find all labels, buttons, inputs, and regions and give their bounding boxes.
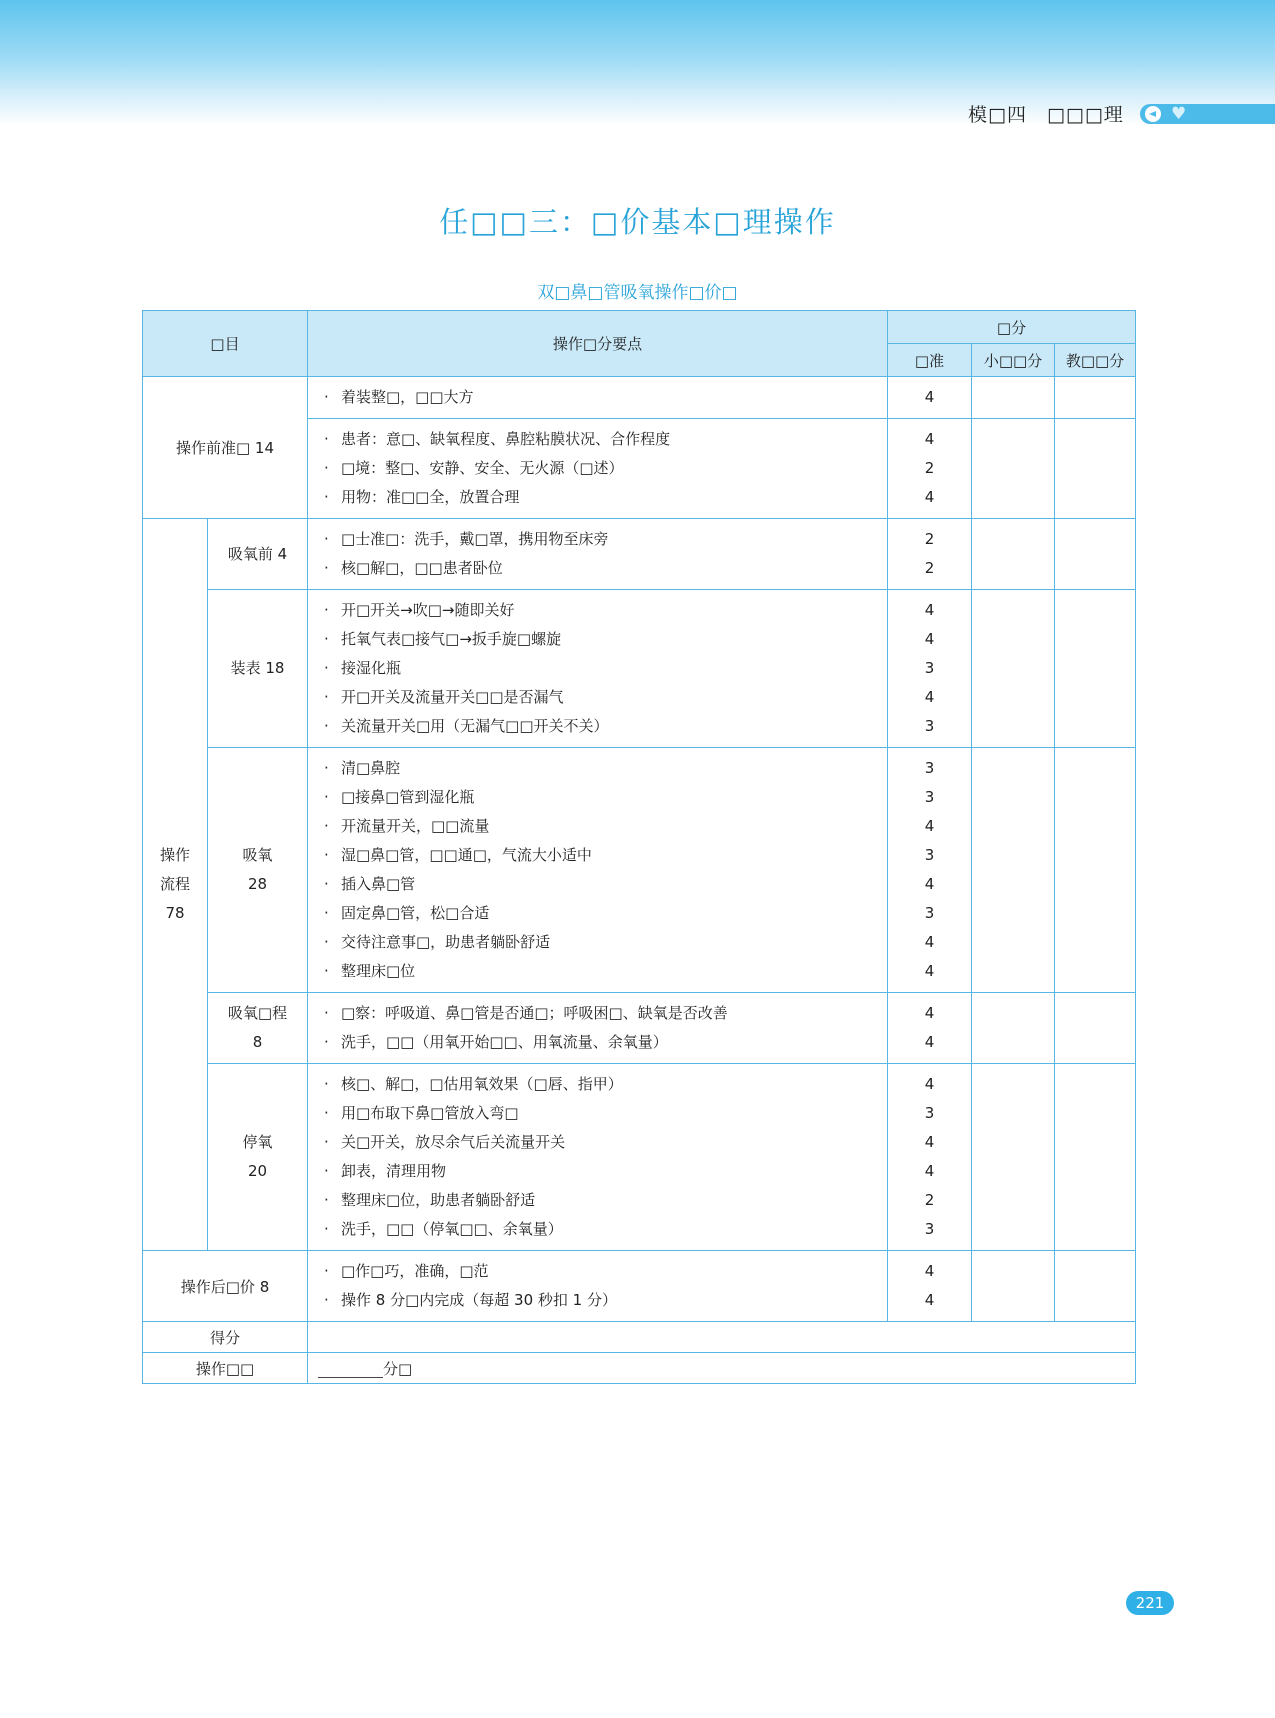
teacher-score-input[interactable] bbox=[1055, 590, 1136, 748]
criterion-item bbox=[324, 870, 887, 899]
criterion-item bbox=[324, 1028, 887, 1057]
standard-score: 2 bbox=[924, 1191, 935, 1209]
group-label-line: 流程 bbox=[159, 875, 190, 893]
duration-cell bbox=[308, 1353, 1136, 1384]
standard-score: 3 bbox=[924, 717, 935, 735]
heart-icon: ♥ bbox=[1171, 104, 1187, 124]
bullet: · bbox=[324, 875, 329, 893]
bullet: · bbox=[324, 846, 329, 864]
criterion-text: 固定鼻□管，松□合适 bbox=[341, 904, 490, 922]
teacher-score-input[interactable] bbox=[1055, 377, 1136, 419]
group-score-input[interactable] bbox=[972, 1251, 1055, 1322]
teacher-score-input[interactable] bbox=[1055, 519, 1136, 590]
standard-score: 3 bbox=[924, 788, 935, 806]
bullet: · bbox=[324, 559, 329, 577]
criterion-text: 接湿化瓶 bbox=[341, 659, 402, 677]
criterion-item bbox=[324, 554, 887, 583]
bullet: · bbox=[324, 1162, 329, 1180]
group-score-input[interactable] bbox=[972, 377, 1055, 419]
criterion-text: 湿□鼻□管，□□通□，气流大小适中 bbox=[341, 846, 592, 864]
criterion-text: 整理床□位 bbox=[341, 962, 416, 980]
section-label bbox=[208, 993, 308, 1064]
standard-score: 4 bbox=[924, 1291, 935, 1309]
section-label-line: 28 bbox=[247, 875, 268, 893]
bullet: · bbox=[324, 1104, 329, 1122]
criterion-item bbox=[324, 383, 887, 412]
bullet: · bbox=[324, 1075, 329, 1093]
header-points: 操作□分要点 bbox=[308, 311, 888, 377]
section-label-line: 吸氧□程 bbox=[227, 1004, 288, 1022]
header-teacher-score: 教□□分 bbox=[1055, 344, 1136, 377]
section-label-line: 8 bbox=[252, 1033, 263, 1051]
standard-score: 2 bbox=[924, 559, 935, 577]
section-label bbox=[208, 1064, 308, 1251]
standard-score-cell bbox=[888, 419, 972, 519]
criterion-text: 核□、解□，□估用氧效果（□唇、指甲） bbox=[341, 1075, 623, 1093]
criterion-item bbox=[324, 596, 887, 625]
table-row bbox=[143, 1251, 1136, 1322]
criterion-item bbox=[324, 1099, 887, 1128]
criterion-item bbox=[324, 425, 887, 454]
header-score-group: □分 bbox=[888, 311, 1136, 344]
standard-score: 4 bbox=[924, 1133, 935, 1151]
criterion-text: 洗手，□□（停氧□□、余氧量） bbox=[341, 1220, 563, 1238]
teacher-score-input[interactable] bbox=[1055, 1251, 1136, 1322]
page-title: 任□□三：□价基本□理操作 bbox=[439, 205, 836, 239]
criterion-item bbox=[324, 1070, 887, 1099]
standard-score: 4 bbox=[924, 875, 935, 893]
header-standard: □准 bbox=[888, 344, 972, 377]
teacher-score-input[interactable] bbox=[1055, 993, 1136, 1064]
criterion-item bbox=[324, 483, 887, 512]
duration-unit: 分□ bbox=[383, 1359, 413, 1378]
bullet: · bbox=[324, 1033, 329, 1051]
criterion-item bbox=[324, 683, 887, 712]
criterion-item bbox=[324, 654, 887, 683]
standard-score: 4 bbox=[924, 1075, 935, 1093]
group-score-input[interactable] bbox=[972, 748, 1055, 993]
standard-score: 4 bbox=[924, 1262, 935, 1280]
criterion-item bbox=[324, 928, 887, 957]
standard-score: 3 bbox=[924, 904, 935, 922]
criterion-text: 操作 8 分□内完成（每超 30 秒扣 1 分） bbox=[341, 1291, 617, 1309]
standard-score: 4 bbox=[924, 817, 935, 835]
criterion-text: 卸表，清理用物 bbox=[341, 1162, 447, 1180]
points-cell bbox=[308, 377, 888, 419]
criterion-text: □察：呼吸道、鼻□管是否通□；呼吸困□、缺氧是否改善 bbox=[341, 1004, 728, 1022]
duration-label: 操作□□ bbox=[143, 1353, 308, 1384]
criterion-text: 插入鼻□管 bbox=[341, 875, 416, 893]
criterion-item bbox=[324, 712, 887, 741]
group-label-line: 78 bbox=[165, 904, 185, 922]
criterion-item bbox=[324, 454, 887, 483]
criterion-text: 开□开关及流量开关□□是否漏气 bbox=[341, 688, 564, 706]
standard-score: 2 bbox=[924, 459, 935, 477]
header-group-score: 小□□分 bbox=[972, 344, 1055, 377]
bullet: · bbox=[324, 817, 329, 835]
points-cell bbox=[308, 519, 888, 590]
standard-score-cell bbox=[888, 590, 972, 748]
standard-score-cell bbox=[888, 1251, 972, 1322]
criterion-text: 用□布取下鼻□管放入弯□ bbox=[341, 1104, 519, 1122]
standard-score: 4 bbox=[924, 1162, 935, 1180]
criterion-text: 开流量开关，□□流量 bbox=[341, 817, 490, 835]
criterion-text: 交待注意事□，助患者躺卧舒适 bbox=[341, 933, 551, 951]
criterion-text: □接鼻□管到湿化瓶 bbox=[341, 788, 475, 806]
group-score-input[interactable] bbox=[972, 1064, 1055, 1251]
standard-score-cell bbox=[888, 377, 972, 419]
teacher-score-input[interactable] bbox=[1055, 748, 1136, 993]
bullet: · bbox=[324, 1004, 329, 1022]
table-caption: 双□鼻□管吸氧操作□价□ bbox=[537, 283, 738, 303]
criterion-text: 患者：意□、缺氧程度、鼻腔粘膜状况、合作程度 bbox=[341, 430, 671, 448]
criterion-text: 关流量开关□用（无漏气□□开关不关） bbox=[341, 717, 609, 735]
criterion-item bbox=[324, 754, 887, 783]
points-cell bbox=[308, 1064, 888, 1251]
bullet: · bbox=[324, 659, 329, 677]
standard-score: 3 bbox=[924, 759, 935, 777]
criterion-item bbox=[324, 1128, 887, 1157]
bullet: · bbox=[324, 530, 329, 548]
bullet: · bbox=[324, 488, 329, 506]
standard-score: 3 bbox=[924, 659, 935, 677]
section-label-line: 20 bbox=[247, 1162, 268, 1180]
criterion-item bbox=[324, 783, 887, 812]
section-label bbox=[208, 590, 308, 748]
group-label-line: 操作 bbox=[159, 846, 190, 864]
standard-score: 4 bbox=[924, 933, 935, 951]
bullet: · bbox=[324, 933, 329, 951]
table-row bbox=[143, 1064, 1136, 1251]
group-label: 操作后□价 8 bbox=[143, 1251, 308, 1322]
criterion-item bbox=[324, 1257, 887, 1286]
standard-score: 4 bbox=[924, 488, 935, 506]
criterion-item bbox=[324, 1215, 887, 1244]
criterion-item bbox=[324, 1186, 887, 1215]
standard-score: 4 bbox=[924, 688, 935, 706]
criterion-text: 整理床□位，助患者躺卧舒适 bbox=[341, 1191, 536, 1209]
criterion-text: 关□开关，放尽余气后关流量开关 bbox=[341, 1133, 566, 1151]
criterion-text: 核□解□，□□患者卧位 bbox=[341, 559, 503, 577]
criterion-text: 洗手，□□（用氧开始□□、用氧流量、余氧量） bbox=[341, 1033, 668, 1051]
criterion-text: □作□巧，准确，□范 bbox=[341, 1262, 489, 1280]
teacher-score-input[interactable] bbox=[1055, 1064, 1136, 1251]
criterion-item bbox=[324, 525, 887, 554]
bullet: · bbox=[324, 688, 329, 706]
bullet: · bbox=[324, 1291, 329, 1309]
duration-blank-input[interactable] bbox=[318, 1361, 383, 1378]
evaluation-table bbox=[142, 310, 1136, 1384]
teacher-score-input[interactable] bbox=[1055, 419, 1136, 519]
bullet: · bbox=[324, 759, 329, 777]
criterion-text: □士准□：洗手，戴□罩，携用物至床旁 bbox=[341, 530, 609, 548]
bullet: · bbox=[324, 962, 329, 980]
standard-score: 4 bbox=[924, 430, 935, 448]
criterion-item bbox=[324, 957, 887, 986]
standard-score-cell bbox=[888, 993, 972, 1064]
criterion-text: □境：整□、安静、安全、无火源（□述） bbox=[341, 459, 624, 477]
standard-score: 4 bbox=[924, 1033, 935, 1051]
bullet: · bbox=[324, 1220, 329, 1238]
section-label-line: 吸氧 bbox=[242, 846, 273, 864]
bullet: · bbox=[324, 1262, 329, 1280]
table-row bbox=[143, 748, 1136, 993]
duration-row bbox=[143, 1353, 1136, 1384]
points-cell bbox=[308, 1251, 888, 1322]
points-cell bbox=[308, 993, 888, 1064]
table-row bbox=[143, 377, 1136, 419]
bullet: · bbox=[324, 459, 329, 477]
header-item: □目 bbox=[143, 311, 308, 377]
criterion-text: 开□开关→吹□→随即关好 bbox=[341, 601, 515, 619]
standard-score: 4 bbox=[924, 630, 935, 648]
standard-score: 3 bbox=[924, 846, 935, 864]
total-row bbox=[143, 1322, 1136, 1353]
total-label: 得分 bbox=[143, 1322, 308, 1353]
table-row bbox=[143, 590, 1136, 748]
section-label bbox=[208, 748, 308, 993]
table-row bbox=[143, 993, 1136, 1064]
criterion-text: 托氧气表□接气□→扳手旋□螺旋 bbox=[341, 630, 562, 648]
section-label-line: 装表 18 bbox=[230, 659, 285, 677]
back-arrow-icon[interactable] bbox=[1145, 106, 1161, 122]
points-cell bbox=[308, 419, 888, 519]
points-cell bbox=[308, 748, 888, 993]
page-number: 221 bbox=[1126, 1591, 1174, 1615]
group-score-input[interactable] bbox=[972, 419, 1055, 519]
criterion-item bbox=[324, 625, 887, 654]
standard-score: 3 bbox=[924, 1220, 935, 1238]
section-label bbox=[208, 519, 308, 590]
group-score-input[interactable] bbox=[972, 519, 1055, 590]
bullet: · bbox=[324, 1133, 329, 1151]
criterion-item bbox=[324, 1286, 887, 1315]
standard-score-cell bbox=[888, 1064, 972, 1251]
criterion-item bbox=[324, 1157, 887, 1186]
group-label bbox=[143, 519, 208, 1251]
section-label-line: 停氧 bbox=[242, 1133, 273, 1151]
criterion-text: 着装整□，□□大方 bbox=[341, 388, 474, 406]
module-header: 模□四 □□□理 bbox=[968, 104, 1124, 126]
criterion-item bbox=[324, 812, 887, 841]
bullet: · bbox=[324, 904, 329, 922]
bullet: · bbox=[324, 1191, 329, 1209]
criterion-text: 清□鼻腔 bbox=[341, 759, 401, 777]
standard-score: 4 bbox=[924, 1004, 935, 1022]
group-score-input[interactable] bbox=[972, 590, 1055, 748]
group-label: 操作前准□ 14 bbox=[143, 377, 308, 519]
bullet: · bbox=[324, 388, 329, 406]
standard-score-cell bbox=[888, 519, 972, 590]
criterion-item bbox=[324, 899, 887, 928]
criterion-item bbox=[324, 999, 887, 1028]
bullet: · bbox=[324, 788, 329, 806]
bullet: · bbox=[324, 601, 329, 619]
standard-score: 4 bbox=[924, 962, 935, 980]
total-score-input[interactable] bbox=[308, 1322, 1136, 1353]
criterion-text: 用物：准□□全，放置合理 bbox=[341, 488, 520, 506]
table-row bbox=[143, 519, 1136, 590]
bullet: · bbox=[324, 717, 329, 735]
section-label-line: 吸氧前 4 bbox=[227, 544, 288, 563]
group-score-input[interactable] bbox=[972, 993, 1055, 1064]
points-cell bbox=[308, 590, 888, 748]
standard-score: 4 bbox=[924, 601, 935, 619]
standard-score: 4 bbox=[924, 388, 935, 406]
standard-score: 3 bbox=[924, 1104, 935, 1122]
criterion-item bbox=[324, 841, 887, 870]
standard-score-cell bbox=[888, 748, 972, 993]
standard-score: 2 bbox=[924, 530, 935, 548]
bullet: · bbox=[324, 630, 329, 648]
bullet: · bbox=[324, 430, 329, 448]
table-body bbox=[143, 377, 1136, 1384]
